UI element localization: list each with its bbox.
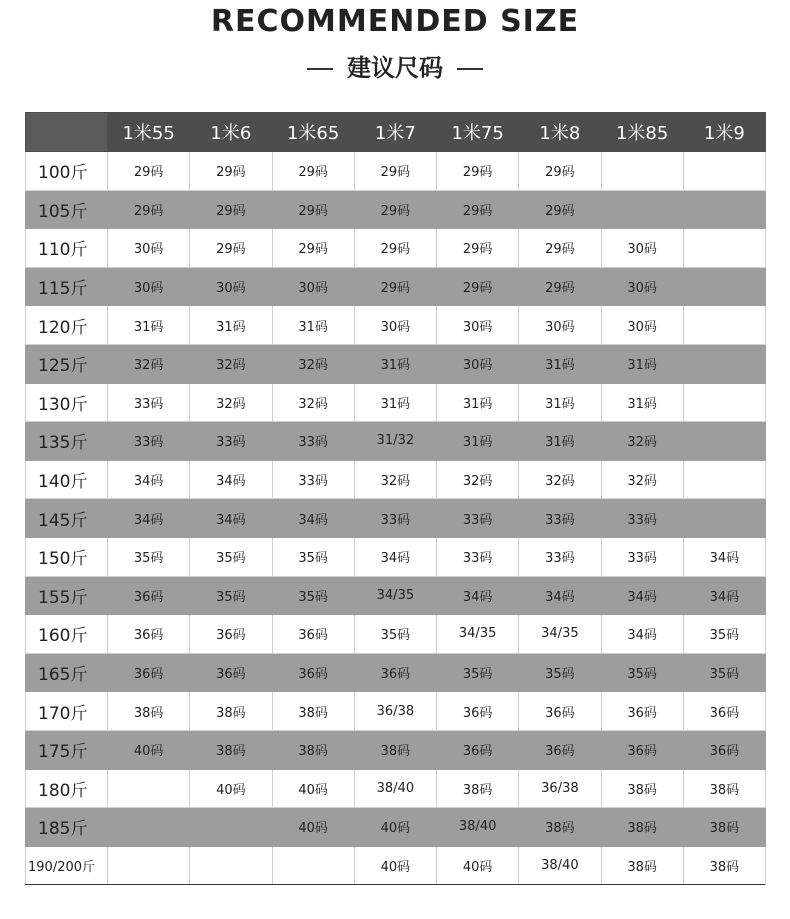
subtitle-dash-left bbox=[307, 68, 333, 70]
table-row bbox=[26, 615, 766, 654]
table-row bbox=[26, 846, 766, 885]
row-weight-label: 190/200斤 bbox=[26, 846, 108, 885]
size-cell: 32码 bbox=[190, 344, 272, 383]
size-cell bbox=[683, 229, 765, 268]
table-row bbox=[26, 306, 766, 345]
size-cell bbox=[683, 344, 765, 383]
size-cell: 38码 bbox=[519, 808, 601, 847]
size-cell: 34码 bbox=[190, 499, 272, 538]
size-cell: 34/35 bbox=[354, 576, 436, 615]
size-cell: 29码 bbox=[519, 152, 601, 191]
size-cell: 34码 bbox=[601, 576, 683, 615]
size-cell: 34码 bbox=[519, 576, 601, 615]
size-cell: 36码 bbox=[601, 692, 683, 731]
page-title: RECOMMENDED SIZE bbox=[210, 4, 580, 39]
size-cell: 38码 bbox=[272, 730, 354, 769]
column-header-height: 1米9 bbox=[683, 113, 765, 152]
column-header-height: 1米8 bbox=[519, 113, 601, 152]
size-cell: 30码 bbox=[190, 267, 272, 306]
size-cell: 34码 bbox=[108, 460, 190, 499]
size-cell: 29码 bbox=[190, 152, 272, 191]
size-cell: 35码 bbox=[601, 653, 683, 692]
size-cell: 31码 bbox=[437, 422, 519, 461]
column-header-height: 1米55 bbox=[108, 113, 190, 152]
size-cell: 29码 bbox=[519, 267, 601, 306]
row-weight-label: 160斤 bbox=[26, 615, 108, 654]
size-cell: 35码 bbox=[190, 576, 272, 615]
column-header-height: 1米85 bbox=[601, 113, 683, 152]
size-cell: 36码 bbox=[272, 615, 354, 654]
size-cell: 40码 bbox=[108, 730, 190, 769]
size-cell bbox=[683, 267, 765, 306]
row-weight-label: 165斤 bbox=[26, 653, 108, 692]
size-cell: 33码 bbox=[437, 537, 519, 576]
size-cell: 34码 bbox=[108, 499, 190, 538]
subtitle-text: 建议尺码 bbox=[347, 54, 443, 82]
size-cell: 30码 bbox=[354, 306, 436, 345]
table-row bbox=[26, 653, 766, 692]
size-cell: 29码 bbox=[190, 229, 272, 268]
bottom-divider bbox=[25, 884, 765, 885]
size-cell bbox=[601, 152, 683, 191]
table-row bbox=[26, 460, 766, 499]
size-cell bbox=[683, 306, 765, 345]
size-cell: 36码 bbox=[683, 692, 765, 731]
row-weight-label: 140斤 bbox=[26, 460, 108, 499]
row-weight-label: 170斤 bbox=[26, 692, 108, 731]
row-weight-label: 155斤 bbox=[26, 576, 108, 615]
table-header bbox=[26, 113, 766, 152]
size-cell: 30码 bbox=[108, 267, 190, 306]
size-cell: 35码 bbox=[354, 615, 436, 654]
size-cell: 32码 bbox=[437, 460, 519, 499]
size-cell: 38码 bbox=[683, 808, 765, 847]
table-row bbox=[26, 808, 766, 847]
size-cell: 38码 bbox=[354, 730, 436, 769]
size-cell: 35码 bbox=[272, 576, 354, 615]
row-weight-label: 175斤 bbox=[26, 730, 108, 769]
size-cell: 34/35 bbox=[437, 615, 519, 654]
size-cell: 34码 bbox=[683, 537, 765, 576]
size-cell: 35码 bbox=[683, 653, 765, 692]
size-cell: 30码 bbox=[601, 306, 683, 345]
table-row bbox=[26, 769, 766, 808]
size-cell: 34码 bbox=[354, 537, 436, 576]
table-row bbox=[26, 267, 766, 306]
size-cell bbox=[683, 460, 765, 499]
table-row bbox=[26, 190, 766, 229]
size-cell: 33码 bbox=[272, 422, 354, 461]
header-row bbox=[26, 113, 766, 152]
size-cell: 34/35 bbox=[519, 615, 601, 654]
size-cell: 33码 bbox=[601, 537, 683, 576]
size-cell: 38码 bbox=[683, 846, 765, 885]
size-cell: 29码 bbox=[354, 190, 436, 229]
size-cell: 31码 bbox=[519, 383, 601, 422]
size-cell: 32码 bbox=[272, 383, 354, 422]
row-weight-label: 180斤 bbox=[26, 769, 108, 808]
size-cell: 36码 bbox=[108, 653, 190, 692]
size-cell: 32码 bbox=[272, 344, 354, 383]
column-header-height: 1米75 bbox=[437, 113, 519, 152]
size-cell: 35码 bbox=[519, 653, 601, 692]
size-cell: 36码 bbox=[519, 730, 601, 769]
row-weight-label: 110斤 bbox=[26, 229, 108, 268]
size-cell: 35码 bbox=[108, 537, 190, 576]
table-row bbox=[26, 344, 766, 383]
table-row bbox=[26, 383, 766, 422]
size-cell: 29码 bbox=[272, 152, 354, 191]
size-cell: 38码 bbox=[601, 769, 683, 808]
size-cell bbox=[108, 769, 190, 808]
size-cell: 36/38 bbox=[354, 692, 436, 731]
size-cell: 38码 bbox=[108, 692, 190, 731]
size-cell: 31码 bbox=[108, 306, 190, 345]
row-weight-label: 145斤 bbox=[26, 499, 108, 538]
size-cell: 31码 bbox=[519, 422, 601, 461]
size-cell: 34码 bbox=[683, 576, 765, 615]
column-header-height: 1米65 bbox=[272, 113, 354, 152]
table-row bbox=[26, 692, 766, 731]
size-cell: 31码 bbox=[190, 306, 272, 345]
size-cell: 32码 bbox=[601, 422, 683, 461]
row-weight-label: 135斤 bbox=[26, 422, 108, 461]
size-cell bbox=[683, 152, 765, 191]
size-cell: 40码 bbox=[354, 808, 436, 847]
size-cell: 29码 bbox=[437, 267, 519, 306]
header-corner bbox=[26, 113, 108, 152]
size-cell: 30码 bbox=[601, 267, 683, 306]
size-cell: 36码 bbox=[272, 653, 354, 692]
size-cell: 40码 bbox=[190, 769, 272, 808]
row-weight-label: 125斤 bbox=[26, 344, 108, 383]
size-cell: 33码 bbox=[519, 499, 601, 538]
size-cell: 29码 bbox=[108, 190, 190, 229]
size-cell: 29码 bbox=[108, 152, 190, 191]
size-cell: 31码 bbox=[354, 383, 436, 422]
size-cell: 33码 bbox=[601, 499, 683, 538]
size-cell: 38码 bbox=[683, 769, 765, 808]
size-cell: 36码 bbox=[190, 653, 272, 692]
size-cell: 31码 bbox=[354, 344, 436, 383]
page-subtitle bbox=[0, 48, 790, 83]
size-cell: 31码 bbox=[272, 306, 354, 345]
column-header-height: 1米6 bbox=[190, 113, 272, 152]
row-weight-label: 120斤 bbox=[26, 306, 108, 345]
size-cell: 36码 bbox=[683, 730, 765, 769]
size-cell bbox=[683, 190, 765, 229]
row-weight-label: 150斤 bbox=[26, 537, 108, 576]
size-cell: 36码 bbox=[519, 692, 601, 731]
size-cell bbox=[601, 190, 683, 229]
table-row bbox=[26, 499, 766, 538]
size-cell: 34码 bbox=[272, 499, 354, 538]
size-cell: 35码 bbox=[683, 615, 765, 654]
size-cell: 33码 bbox=[354, 499, 436, 538]
size-cell: 29码 bbox=[519, 229, 601, 268]
size-cell: 29码 bbox=[519, 190, 601, 229]
size-cell: 38码 bbox=[601, 808, 683, 847]
size-cell: 30码 bbox=[437, 344, 519, 383]
size-cell: 34码 bbox=[437, 576, 519, 615]
table-row bbox=[26, 152, 766, 191]
size-cell: 38/40 bbox=[519, 846, 601, 885]
size-cell: 29码 bbox=[354, 152, 436, 191]
size-cell: 38/40 bbox=[354, 769, 436, 808]
size-cell: 33码 bbox=[272, 460, 354, 499]
table-row bbox=[26, 229, 766, 268]
row-weight-label: 100斤 bbox=[26, 152, 108, 191]
size-cell: 33码 bbox=[437, 499, 519, 538]
size-cell bbox=[683, 422, 765, 461]
size-cell bbox=[190, 808, 272, 847]
subtitle-dash-right bbox=[457, 68, 483, 70]
size-cell: 33码 bbox=[108, 383, 190, 422]
size-cell: 36码 bbox=[190, 615, 272, 654]
size-cell bbox=[108, 846, 190, 885]
size-cell: 32码 bbox=[519, 460, 601, 499]
size-cell: 29码 bbox=[190, 190, 272, 229]
size-cell: 29码 bbox=[354, 267, 436, 306]
row-weight-label: 185斤 bbox=[26, 808, 108, 847]
size-cell: 29码 bbox=[437, 229, 519, 268]
size-cell: 36码 bbox=[437, 730, 519, 769]
size-cell: 32码 bbox=[190, 383, 272, 422]
size-cell: 32码 bbox=[601, 460, 683, 499]
size-cell: 29码 bbox=[272, 190, 354, 229]
size-cell: 35码 bbox=[190, 537, 272, 576]
row-weight-label: 115斤 bbox=[26, 267, 108, 306]
size-cell: 34码 bbox=[601, 615, 683, 654]
size-cell: 29码 bbox=[272, 229, 354, 268]
size-cell: 38码 bbox=[437, 769, 519, 808]
size-cell: 29码 bbox=[437, 190, 519, 229]
size-cell bbox=[190, 846, 272, 885]
size-cell: 36码 bbox=[108, 576, 190, 615]
table-body bbox=[26, 152, 766, 885]
size-cell: 38/40 bbox=[437, 808, 519, 847]
row-weight-label: 105斤 bbox=[26, 190, 108, 229]
size-cell: 31/32 bbox=[354, 422, 436, 461]
row-weight-label: 130斤 bbox=[26, 383, 108, 422]
size-cell: 31码 bbox=[437, 383, 519, 422]
size-cell: 36码 bbox=[601, 730, 683, 769]
table-row bbox=[26, 730, 766, 769]
size-cell: 33码 bbox=[108, 422, 190, 461]
size-cell bbox=[683, 383, 765, 422]
size-cell: 32码 bbox=[354, 460, 436, 499]
size-cell: 33码 bbox=[190, 422, 272, 461]
size-cell: 30码 bbox=[437, 306, 519, 345]
size-cell bbox=[683, 499, 765, 538]
size-cell: 36码 bbox=[437, 692, 519, 731]
size-cell: 31码 bbox=[601, 383, 683, 422]
size-cell: 36码 bbox=[108, 615, 190, 654]
size-cell: 36码 bbox=[354, 653, 436, 692]
size-cell: 32码 bbox=[108, 344, 190, 383]
size-cell: 30码 bbox=[601, 229, 683, 268]
table-row bbox=[26, 537, 766, 576]
column-header-height: 1米7 bbox=[354, 113, 436, 152]
size-cell: 40码 bbox=[272, 808, 354, 847]
size-cell: 35码 bbox=[437, 653, 519, 692]
size-cell: 29码 bbox=[437, 152, 519, 191]
size-cell: 35码 bbox=[272, 537, 354, 576]
size-cell: 30码 bbox=[272, 267, 354, 306]
size-cell: 38码 bbox=[190, 730, 272, 769]
size-cell: 38码 bbox=[601, 846, 683, 885]
size-cell: 38码 bbox=[272, 692, 354, 731]
size-cell: 40码 bbox=[354, 846, 436, 885]
size-cell: 30码 bbox=[519, 306, 601, 345]
table-row bbox=[26, 576, 766, 615]
size-cell: 36/38 bbox=[519, 769, 601, 808]
size-cell: 38码 bbox=[190, 692, 272, 731]
table-row bbox=[26, 422, 766, 461]
size-cell: 29码 bbox=[354, 229, 436, 268]
size-cell: 31码 bbox=[601, 344, 683, 383]
size-cell: 40码 bbox=[272, 769, 354, 808]
size-cell: 40码 bbox=[437, 846, 519, 885]
size-cell bbox=[272, 846, 354, 885]
size-cell bbox=[108, 808, 190, 847]
size-cell: 31码 bbox=[519, 344, 601, 383]
size-cell: 34码 bbox=[190, 460, 272, 499]
size-cell: 33码 bbox=[519, 537, 601, 576]
size-cell: 30码 bbox=[108, 229, 190, 268]
size-table bbox=[25, 112, 766, 885]
